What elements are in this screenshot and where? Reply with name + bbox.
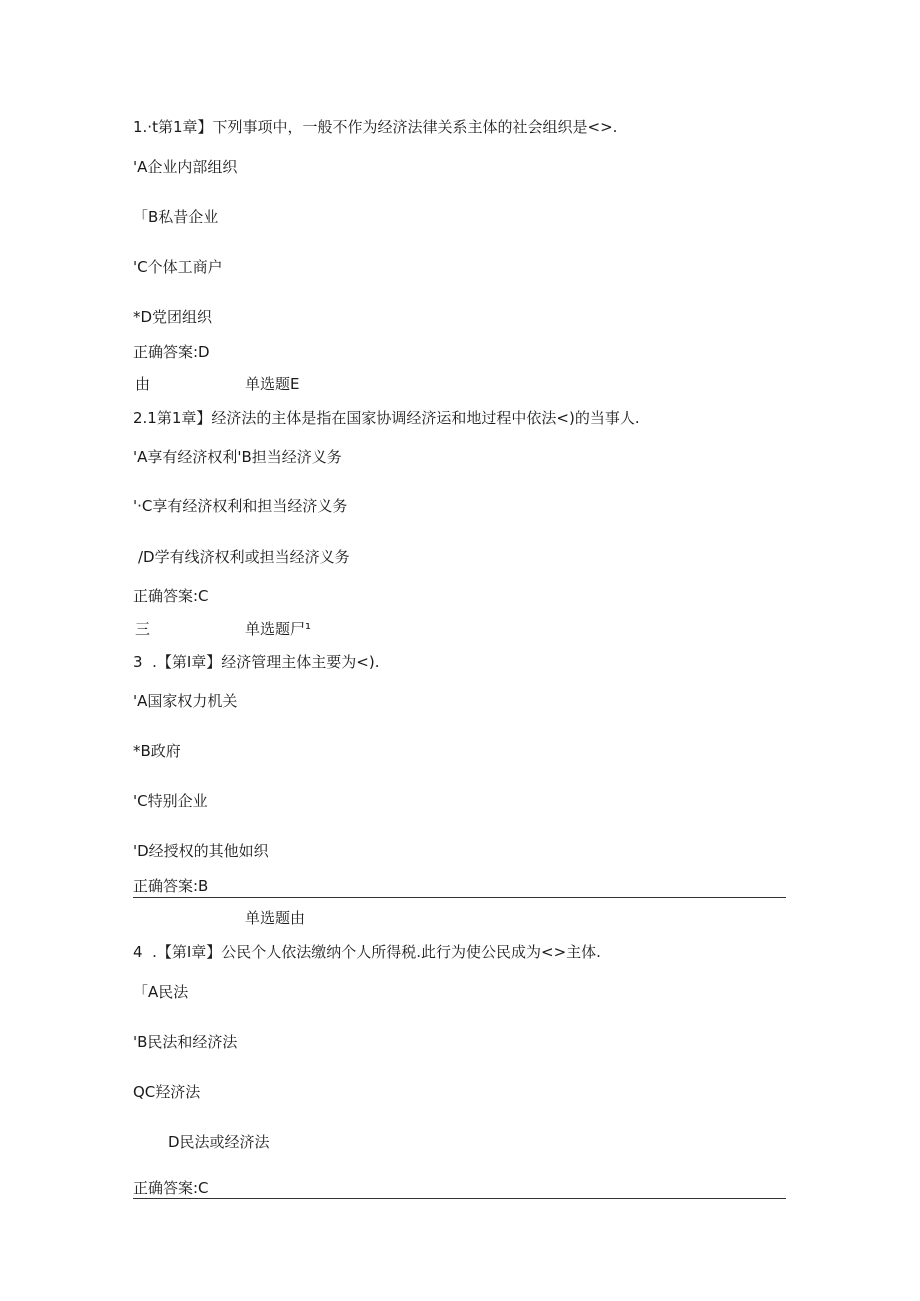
question-4-option-d[interactable]: D民法或经济法 [168,1133,270,1151]
question-3-option-c[interactable]: 'C特别企业 [133,792,208,810]
question-4-option-b[interactable]: 'B民法和经济法 [133,1033,238,1051]
question-4-stem: 4 .【第I章】公民个人依法缴纳个人所得税.此行为使公民成为<>主体. [133,943,601,961]
question-1-option-a[interactable]: 'A企业内部组织 [133,158,238,176]
divider-line [133,1198,786,1199]
question-4-option-a[interactable]: 「A民法 [133,983,189,1001]
question-2-option-ab[interactable]: 'A享有经济权利'B担当经济义务 [133,448,342,466]
question-2-type-prefix: 由 [135,375,151,393]
question-4-option-c[interactable]: QC羟济法 [133,1083,201,1101]
question-4-answer: 正确答案:C [133,1179,209,1197]
question-3-type-label: 单选题尸¹ [245,620,312,638]
divider-line [133,897,786,898]
question-2-option-c[interactable]: '·C享有经济权利和担当经济义务 [133,497,348,515]
question-2-option-d[interactable]: /D学有线济权利或担当经济义务 [138,548,350,566]
question-3-stem: 3 .【第I章】经济管理主体主要为<). [133,653,380,671]
question-1-option-d[interactable]: *D党团组织 [133,308,213,326]
question-1-answer: 正确答案:D [133,343,210,361]
question-3-type-prefix: 三 [135,620,151,638]
question-3-option-b[interactable]: *B政府 [133,742,181,760]
question-3-answer: 正确答案:B [133,877,209,895]
question-2-stem: 2.1第1章】经济法的主体是指在国家协调经济运和地过程中依法<)的当事人. [133,409,640,427]
question-3-option-d[interactable]: 'D经授权的其他如织 [133,842,269,860]
question-3-option-a[interactable]: 'A国家权力机关 [133,692,238,710]
question-1-stem: 1.·t第1章】下列事项中，一般不作为经济法律关系主体的社会组织是<>. [133,118,618,136]
question-1-option-b[interactable]: 「B私昔企业 [133,208,219,226]
question-1-option-c[interactable]: 'C个体工商户 [133,258,223,276]
question-2-type-label: 单选题E [245,375,300,393]
question-4-type-label: 单选题由 [245,909,306,927]
question-2-answer: 正确答案:C [133,587,209,605]
